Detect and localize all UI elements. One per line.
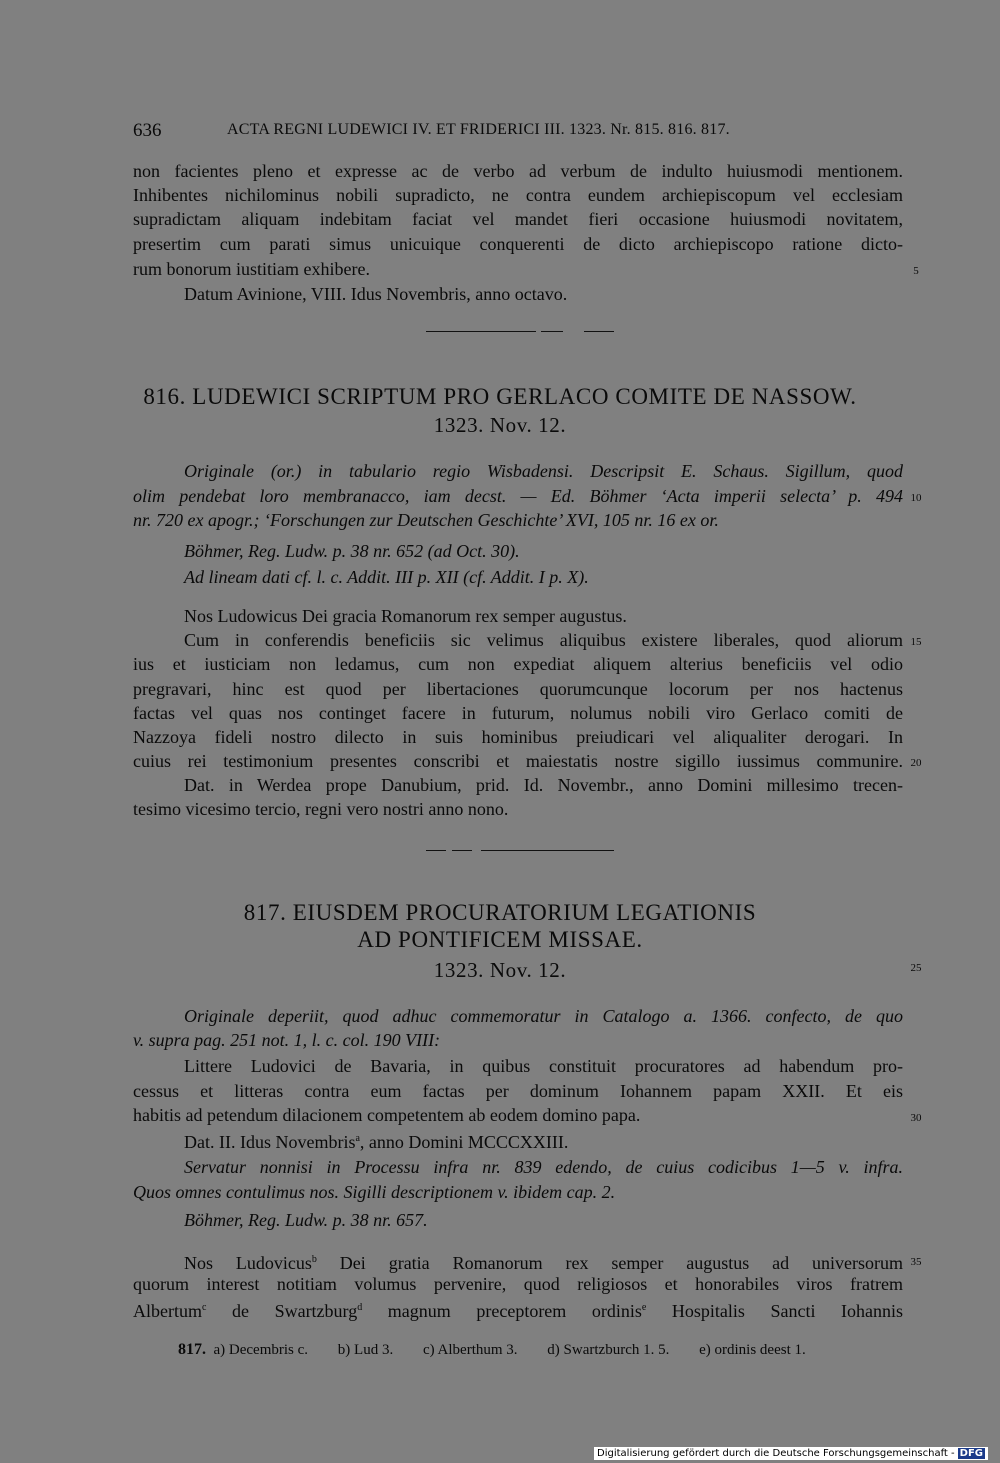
apparatus-line: Originale (or.) in tabulario regio Wisbadensi. Descripsit E. Schaus. Sigillum, quod xyxy=(184,461,903,481)
text-line: Cum in conferendis beneficiis sic velimus aliquibus existere liberales, quod aliorum xyxy=(184,630,903,650)
document-title: 816. LUDEWICI SCRIPTUM PRO GERLACO COMITE DE NASSOW. xyxy=(143,384,857,409)
footnote-item: e) ordinis deest 1. xyxy=(699,1342,806,1358)
apparatus-line: olim pendebat loro membranacco, iam decst. — Ed. Böhmer ‘Acta imperii selecta’ p. 494 xyxy=(133,486,903,506)
footer-credit xyxy=(594,1447,988,1460)
dat-line xyxy=(184,1128,903,1153)
text-line: Dat. in Werdea prope Danubium, prid. Id. Novembr., anno Domini millesimo trecen- xyxy=(184,775,903,795)
footer-text: Digitalisierung gefördert durch die Deutsche Forschungsgemeinschaft - xyxy=(597,1448,955,1459)
dat-text: Dat. II. Idus Novembris xyxy=(184,1132,356,1152)
separator-rule xyxy=(541,331,563,332)
text-line: ius et iusticiam non ledamus, cum non expediat aliquem alterius beneficiis vel odio xyxy=(133,654,903,674)
text-span: Nos Ludovicus xyxy=(184,1253,312,1273)
footnote-item: d) Swartzburch 1. 5. xyxy=(547,1342,670,1358)
line-number: 20 xyxy=(910,757,922,769)
apparatus-line: nr. 720 ex apogr.; ‘Forschungen zur Deutschen Geschichte’ XVI, 105 nr. 16 ex or. xyxy=(133,510,719,530)
page-number: 636 xyxy=(133,120,162,141)
line-number: 5 xyxy=(913,265,919,277)
text-line: tesimo vicesimo tercio, regni vero nostri anno nono. xyxy=(133,799,509,819)
text-line: rum bonorum iustitiam exhibere. xyxy=(133,259,370,279)
line-number: 35 xyxy=(910,1256,922,1268)
document-title-cont: AD PONTIFICEM MISSAE. xyxy=(357,927,643,952)
text-line: presertim cum parati simus unicuique conquerenti de dicto archiepiscopo ratione dicto- xyxy=(133,234,903,254)
footnote-marker: b xyxy=(311,1254,317,1265)
text-span: magnum preceptorem ordinis xyxy=(362,1301,642,1321)
text-line: quorum interest notitiam volumus pervenire, quod religiosos et honorabiles viros fratrem xyxy=(133,1274,903,1294)
text-span: Albertum xyxy=(133,1301,202,1321)
apparatus-line: Originale deperiit, quod adhuc commemoratur in Catalogo a. 1366. confecto, de quo xyxy=(184,1006,903,1026)
line-number: 25 xyxy=(910,962,922,974)
footnote-marker: c xyxy=(202,1302,207,1313)
dat-text-end: , anno Domini MCCCXXIII. xyxy=(359,1132,569,1152)
text-line: Inhibentes nichilominus nobili supradicto, ne contra eundem archiepiscopum vel ecclesiam xyxy=(133,185,903,205)
separator-rule xyxy=(426,850,446,851)
text-line xyxy=(133,1297,903,1322)
line-number: 15 xyxy=(910,636,922,648)
regest-line: Böhmer, Reg. Ludw. p. 38 nr. 657. xyxy=(184,1210,428,1230)
text-line: Nazzoya fideli nostro dilecto in suis hominibus preiudicari vel aliqualiter derogari. In xyxy=(133,727,903,747)
footnote-item: b) Lud 3. xyxy=(337,1342,394,1358)
note-line: Ad lineam dati cf. l. c. Addit. III p. XII (cf. Addit. I p. X). xyxy=(184,567,589,587)
text-line: cessus et litteras contra eum factas per dominum Iohannem papam XXII. Et eis xyxy=(133,1081,903,1101)
footnote-marker: e xyxy=(641,1302,647,1313)
footnote-label: 817. xyxy=(178,1341,206,1358)
document-title: 817. EIUSDEM PROCURATORIUM LEGATIONIS xyxy=(243,900,757,925)
line-number: 30 xyxy=(910,1112,922,1124)
text-line: Nos Ludowicus Dei gracia Romanorum rex semper augustus. xyxy=(184,606,627,626)
separator-rule xyxy=(452,850,472,851)
document-date: 1323. Nov. 12. xyxy=(433,413,567,437)
regest-line: Böhmer, Reg. Ludw. p. 38 nr. 652 (ad Oct. 30). xyxy=(184,541,520,561)
footnote-marker: d xyxy=(357,1302,363,1313)
document-date: 1323. Nov. 12. xyxy=(433,958,567,982)
separator-rule xyxy=(426,331,536,332)
text-line: pregravari, hinc est quod per libertaciones quorumcunque locorum per nos hactenus xyxy=(133,679,903,699)
separator-rule xyxy=(481,850,614,851)
text-line xyxy=(184,1249,903,1274)
footnote-marker: a xyxy=(355,1133,360,1144)
line-number: 10 xyxy=(910,492,922,504)
running-header xyxy=(133,120,813,142)
footnote-item: a) Decembris c. xyxy=(213,1342,309,1358)
text-line: non facientes pleno et expresse ac de verbo ad verbum de indulto huiusmodi mentionem. xyxy=(133,161,903,181)
datum-line: Datum Avinione, VIII. Idus Novembris, anno octavo. xyxy=(184,284,568,304)
text-line: factas vel quas nos continget facere in futurum, nolumus nobili viro Gerlaco comiti de xyxy=(133,703,903,723)
text-line: cuius rei testimonium presentes conscribi et maiestatis nostre sigillo iussimus communire. xyxy=(133,751,903,771)
text-span: Dei gratia Romanorum rex semper augustus ad universorum xyxy=(316,1253,904,1273)
running-title: ACTA REGNI LUDEWICI IV. ET FRIDERICI III. 1323. Nr. 815. 816. 817. xyxy=(227,121,730,138)
apparatus-line: v. supra pag. 251 not. 1, l. c. col. 190 VIII: xyxy=(133,1030,441,1050)
text-line: supradictam aliquam indebitam faciat vel mandet fieri occasione huiusmodi novitatem, xyxy=(133,209,903,229)
separator-rule xyxy=(584,331,614,332)
servatur-line: Servatur nonnisi in Processu infra nr. 839 edendo, de cuius codicibus 1—5 v. infra. xyxy=(184,1157,903,1177)
footnotes xyxy=(178,1341,903,1359)
text-line: Littere Ludovici de Bavaria, in quibus constituit procuratores ad habendum pro- xyxy=(184,1056,903,1076)
text-span: Hospitalis Sancti Iohannis xyxy=(646,1301,903,1321)
text-line: habitis ad petendum dilacionem competentem ab eodem domino papa. xyxy=(133,1105,641,1125)
servatur-line: Quos omnes contulimus nos. Sigilli descriptionem v. ibidem cap. 2. xyxy=(133,1182,616,1202)
text-span: de Swartzburg xyxy=(206,1301,358,1321)
footnote-item: c) Alberthum 3. xyxy=(422,1342,518,1358)
dfg-logo: DFG xyxy=(959,1448,983,1459)
